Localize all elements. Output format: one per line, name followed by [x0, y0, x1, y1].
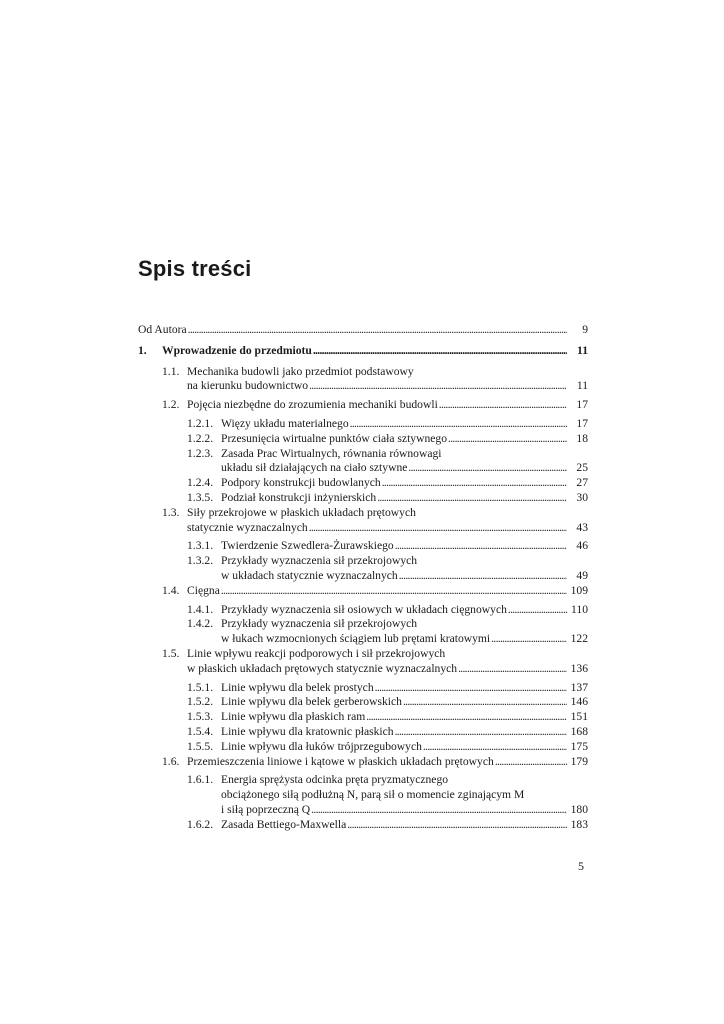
toc-entry-page: 18 — [576, 431, 588, 445]
toc-entry-body — [221, 617, 588, 647]
toc-entry — [138, 476, 588, 491]
dot-leader — [377, 491, 567, 506]
toc-entry-body — [187, 647, 588, 677]
toc-entry-number: 1. — [138, 343, 147, 357]
toc-entry-page: 179 — [570, 754, 588, 768]
toc-entry — [138, 725, 588, 740]
toc-entry-page: 122 — [570, 632, 588, 646]
toc-entry-title-line: w układach statycznie wyznaczalnych — [221, 568, 398, 582]
toc-entry-body — [187, 584, 588, 599]
dot-leader — [311, 803, 567, 818]
toc-entry-body — [221, 773, 588, 817]
toc-entry-page: 137 — [570, 680, 588, 694]
toc-entry — [138, 695, 588, 710]
toc-entry — [138, 603, 588, 618]
toc-entry — [138, 710, 588, 725]
toc-entry-last-line — [187, 584, 588, 599]
toc-entry-page: 49 — [576, 568, 588, 582]
toc-entry-body — [221, 710, 588, 725]
toc-entry-title-line: Linie wpływu dla belek prostych — [221, 680, 374, 694]
toc-entry-number: 1.4.1. — [187, 602, 214, 616]
toc-entry-body — [221, 491, 588, 506]
toc-entry-title-line: Twierdzenie Szwedlera-Żurawskiego — [221, 539, 394, 553]
toc-entry-page: 136 — [570, 661, 588, 675]
toc-entry-page: 180 — [570, 802, 588, 816]
dot-leader — [408, 461, 567, 476]
toc-entry-title-line: Podpory konstrukcji budowlanych — [221, 476, 381, 490]
toc-entry-body — [187, 365, 588, 395]
toc-entry-title-line: w łukach wzmocnionych ściągiem lub prętami kratowymi — [221, 632, 491, 646]
page-title: Spis treści — [138, 256, 252, 281]
toc-entry-number: 1.2.1. — [187, 416, 214, 430]
toc-entry-body — [221, 740, 588, 755]
toc-entry-number: 1.2.3. — [187, 446, 214, 460]
toc-entry-title-line: Podział konstrukcji inżynierskich — [221, 490, 377, 504]
toc-entry-page: 9 — [582, 323, 588, 336]
toc-entry-title-line: Mechanika budowli jako przedmiot podstawowy — [187, 364, 414, 378]
toc-entry-page: 46 — [576, 539, 588, 553]
toc-entry-number: 1.3.5. — [187, 490, 214, 504]
toc-entry-last-line — [221, 417, 588, 432]
toc-entry-title-line: w płaskich układach prętowych statycznie wyznaczalnych — [187, 661, 458, 675]
toc-entry-number: 1.3.1. — [187, 539, 214, 553]
dot-leader — [350, 417, 567, 432]
toc-entry-page: 146 — [570, 695, 588, 709]
toc-entry-body — [187, 506, 588, 536]
toc-entry — [138, 584, 588, 599]
toc-entry-page: 17 — [576, 416, 588, 430]
dot-leader — [347, 818, 567, 833]
dot-leader — [382, 476, 567, 491]
toc-entry-number: 1.5.2. — [187, 695, 214, 709]
toc-entry-title-line: Wprowadzenie do przedmiotu — [162, 343, 312, 357]
toc-entry-page: 109 — [570, 583, 588, 597]
toc-entry-last-line — [187, 521, 588, 536]
toc-entry-number: 1.1. — [162, 364, 180, 378]
toc-entry — [138, 539, 588, 554]
toc-entry-page: 30 — [576, 490, 588, 504]
toc-entry-number: 1.5.5. — [187, 739, 214, 753]
toc-entry — [138, 398, 588, 413]
toc-entry-title-line: Linie wpływu dla łuków trójprzegubowych — [221, 739, 422, 753]
toc-entry — [138, 818, 588, 833]
dot-leader — [221, 584, 567, 599]
toc-entry — [138, 447, 588, 477]
toc-entry-last-line — [221, 710, 588, 725]
toc-entry-title-line: na kierunku budownictwo — [187, 379, 309, 393]
toc-entry-last-line — [221, 725, 588, 740]
toc-entry-last-line — [187, 379, 588, 394]
dot-leader — [491, 632, 567, 647]
dot-leader — [375, 681, 567, 696]
toc-entry-title-line: statycznie wyznaczalnych — [187, 520, 308, 534]
toc-entry-title-line: Przykłady wyznaczenia sił przekrojowych — [221, 617, 418, 631]
toc-entry-body — [187, 755, 588, 770]
dot-leader — [313, 344, 567, 359]
toc-entry-page: 11 — [576, 379, 588, 393]
toc-entry-body — [221, 554, 588, 584]
toc-entry-page: 17 — [576, 398, 588, 412]
toc-entry-page: 11 — [577, 343, 588, 357]
toc-entry — [138, 432, 588, 447]
toc-entry-title-line: Przykłady wyznaczenia sił przekrojowych — [221, 554, 418, 568]
toc-entry-number: 1.4. — [162, 583, 180, 597]
dot-leader — [309, 521, 567, 536]
toc-entry-number: 1.3.2. — [187, 554, 214, 568]
toc-entry-title-line: Linie wpływu dla belek gerberowskich — [221, 695, 402, 709]
dot-leader — [309, 379, 567, 394]
table-of-contents — [138, 323, 588, 833]
toc-entry-title-line: Siły przekrojowe w płaskich układach prętowych — [187, 505, 416, 519]
toc-entry-last-line — [221, 740, 588, 755]
toc-entry-last-line — [221, 539, 588, 554]
dot-leader — [448, 432, 567, 447]
toc-entry-body — [221, 432, 588, 447]
dot-leader — [403, 695, 567, 710]
toc-entry-title-line: układu sił działających na ciało sztywne — [221, 461, 408, 475]
toc-entry-title-line: Zasada Prac Wirtualnych, równania równowagi — [221, 446, 442, 460]
toc-entry-number: 1.6.1. — [187, 773, 214, 787]
toc-entry-title-line: Zasada Bettiego-Maxwella — [221, 817, 347, 831]
toc-entry-title-line: i siłą poprzeczną Q — [221, 802, 311, 816]
dot-leader — [458, 662, 567, 677]
toc-entry-last-line — [221, 818, 588, 833]
toc-entry-last-line — [221, 695, 588, 710]
toc-entry-number: 1.6. — [162, 754, 180, 768]
toc-entry-title-line: obciążonego siłą podłużną N, parą sił o momencie zginającym M — [221, 788, 525, 802]
dot-leader — [399, 569, 567, 584]
toc-entry-last-line — [187, 662, 588, 677]
toc-entry-last-line — [138, 323, 588, 338]
toc-entry-body — [221, 447, 588, 477]
toc-entry-title-line: Przykłady wyznaczenia sił osiowych w układach cięgnowych — [221, 602, 507, 616]
dot-leader — [395, 539, 567, 554]
toc-entry-body — [162, 344, 588, 359]
toc-entry-number: 1.5. — [162, 646, 180, 660]
toc-entry-number: 1.3. — [162, 505, 180, 519]
toc-entry-title-line: Więzy układu materialnego — [221, 416, 349, 430]
toc-entry-title-line: Pojęcia niezbędne do zrozumienia mechaniki budowli — [187, 398, 438, 412]
toc-entry-last-line — [221, 681, 588, 696]
toc-entry — [138, 344, 588, 359]
dot-leader — [188, 323, 567, 338]
toc-entry-body — [221, 417, 588, 432]
toc-entry-number: 1.2.2. — [187, 431, 214, 445]
toc-entry-last-line — [221, 603, 588, 618]
toc-entry-last-line — [221, 461, 588, 476]
toc-entry — [138, 323, 588, 338]
toc-entry-number: 1.2. — [162, 398, 180, 412]
toc-entry-page: 43 — [576, 520, 588, 534]
toc-entry — [138, 554, 588, 584]
toc-entry-body — [221, 695, 588, 710]
dot-leader — [366, 710, 567, 725]
toc-entry-title-line: Linie wpływu reakcji podporowych i sił przekrojowych — [187, 646, 446, 660]
toc-entry-last-line — [187, 755, 588, 770]
toc-entry-body — [221, 603, 588, 618]
toc-entry — [138, 773, 588, 817]
toc-entry-number: 1.4.2. — [187, 617, 214, 631]
toc-entry — [138, 617, 588, 647]
toc-entry-page: 25 — [576, 461, 588, 475]
toc-entry-title-line: Linie wpływu dla płaskich ram — [221, 710, 366, 724]
page-number: 5 — [578, 859, 584, 873]
toc-entry-body — [187, 398, 588, 413]
dot-leader — [495, 755, 567, 770]
toc-entry-page: 175 — [570, 739, 588, 753]
dot-leader — [423, 740, 567, 755]
toc-entry-last-line — [221, 569, 588, 584]
toc-entry — [138, 491, 588, 506]
toc-entry-body — [138, 323, 588, 338]
toc-entry-title-line: Cięgna — [187, 583, 220, 597]
toc-entry-last-line — [221, 632, 588, 647]
toc-entry-number: 1.6.2. — [187, 817, 214, 831]
toc-entry — [138, 506, 588, 536]
toc-entry-title-line: Przesunięcia wirtualne punktów ciała sztywnego — [221, 431, 448, 445]
toc-entry-body — [221, 539, 588, 554]
toc-entry-last-line — [221, 432, 588, 447]
toc-entry-number: 1.2.4. — [187, 476, 214, 490]
toc-entry-title-line: Przemieszczenia liniowe i kątowe w płaskich układach prętowych — [187, 754, 494, 768]
toc-entry-body — [221, 476, 588, 491]
toc-entry-last-line — [162, 344, 588, 359]
toc-entry-title-line: Linie wpływu dla kratownic płaskich — [221, 724, 394, 738]
toc-entry — [138, 647, 588, 677]
dot-leader — [395, 725, 567, 740]
toc-entry-page: 168 — [570, 724, 588, 738]
toc-entry-page: 183 — [570, 817, 588, 831]
toc-entry-title-line: Energia sprężysta odcinka pręta pryzmatycznego — [221, 773, 449, 787]
dot-leader — [439, 398, 567, 413]
toc-entry-page: 27 — [576, 476, 588, 490]
toc-entry-body — [221, 818, 588, 833]
toc-entry-last-line — [187, 398, 588, 413]
toc-entry-last-line — [221, 476, 588, 491]
toc-entry-last-line — [221, 803, 588, 818]
toc-entry-page: 151 — [570, 710, 588, 724]
toc-entry-number: 1.5.3. — [187, 710, 214, 724]
toc-entry-number: 1.5.1. — [187, 680, 214, 694]
toc-entry — [138, 417, 588, 432]
toc-entry-body — [221, 681, 588, 696]
toc-entry-title-line: Od Autora — [138, 323, 187, 336]
toc-entry — [138, 681, 588, 696]
toc-entry — [138, 755, 588, 770]
dot-leader — [508, 603, 567, 618]
toc-entry — [138, 365, 588, 395]
toc-entry-last-line — [221, 491, 588, 506]
toc-entry — [138, 740, 588, 755]
toc-entry-page: 110 — [571, 602, 588, 616]
toc-entry-number: 1.5.4. — [187, 724, 214, 738]
toc-entry-body — [221, 725, 588, 740]
